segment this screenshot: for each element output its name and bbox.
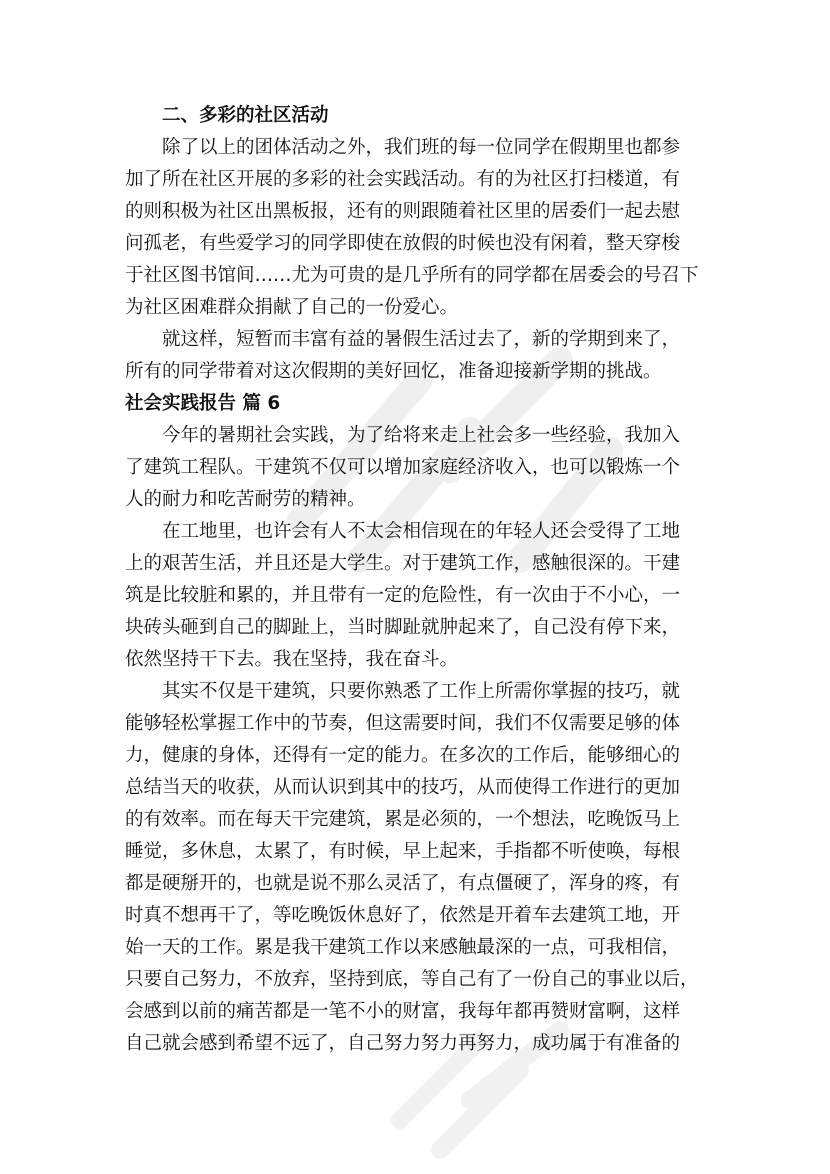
para-line: 所有的同学带着对这次假期的美好回忆，准备迎接新学期的挑战。 [125, 361, 662, 382]
section-heading: 二、多彩的社区活动 [162, 105, 329, 126]
para-line: 睡觉，多休息，太累了，有时候，早上起来，手指都不听使唤，每根 [125, 841, 681, 862]
para-line: 问孤老，有些爱学习的同学即使在放假的时候也没有闲着，整天穿梭 [125, 233, 681, 254]
para-line: 能够轻松掌握工作中的节奏，但这需要时间，我们不仅需要足够的体 [125, 713, 681, 734]
para-line: 于社区图书馆间……尤为可贵的是几乎所有的同学都在居委会的号召下 [125, 265, 699, 286]
para-line: 除了以上的团体活动之外，我们班的每一位同学在假期里也都参 [162, 137, 681, 158]
para-line: 总结当天的收获，从而认识到其中的技巧，从而使得工作进行的更加 [125, 777, 681, 798]
para-line: 上的艰苦生活，并且还是大学生。对于建筑工作，感触很深的。干建 [125, 553, 681, 574]
para-line: 块砖头砸到自己的脚趾上，当时脚趾就肿起来了，自己没有停下来， [125, 617, 681, 638]
para-line: 力，健康的身体，还得有一定的能力。在多次的工作后，能够细心的 [125, 745, 681, 766]
para-line: 人的耐力和吃苦耐劳的精神。 [125, 489, 366, 510]
para-line: 加了所在社区开展的多彩的社会实践活动。有的为社区打扫楼道，有 [125, 169, 681, 190]
para-line: 其实不仅是干建筑，只要你熟悉了工作上所需你掌握的技巧，就 [162, 681, 681, 702]
document-body [125, 100, 707, 1060]
para-line: 筑是比较脏和累的，并且带有一定的危险性，有一次由于不小心，一 [125, 585, 681, 606]
para-line: 只要自己努力，不放弃，坚持到底，等自己有了一份自己的事业以后， [125, 969, 699, 990]
para-line: 的则积极为社区出黑板报，还有的则跟随着社区里的居委们一起去慰 [125, 201, 681, 222]
report-heading: 社会实践报告 篇 6 [125, 393, 281, 414]
para-line: 就这样，短暂而丰富有益的暑假生活过去了，新的学期到来了， [162, 329, 681, 350]
para-line: 的有效率。而在每天干完建筑，累是必须的，一个想法，吃晚饭马上 [125, 809, 681, 830]
para-line: 都是硬掰开的，也就是说不那么灵活了，有点僵硬了，浑身的疼，有 [125, 873, 681, 894]
para-line: 了建筑工程队。干建筑不仅可以增加家庭经济收入，也可以锻炼一个 [125, 457, 681, 478]
para-line: 依然坚持干下去。我在坚持，我在奋斗。 [125, 649, 459, 670]
para-line: 会感到以前的痛苦都是一笔不小的财富，我每年都再赞财富啊，这样 [125, 1001, 681, 1022]
para-line: 自己就会感到希望不远了，自己努力努力再努力，成功属于有准备的 [125, 1033, 681, 1054]
para-line: 今年的暑期社会实践，为了给将来走上社会多一些经验，我加入 [162, 425, 681, 446]
para-line: 时真不想再干了，等吃晚饭休息好了，依然是开着车去建筑工地，开 [125, 905, 681, 926]
para-line: 始一天的工作。累是我干建筑工作以来感触最深的一点，可我相信， [125, 937, 681, 958]
para-line: 为社区困难群众捐献了自己的一份爱心。 [125, 297, 459, 318]
para-line: 在工地里，也许会有人不太会相信现在的年轻人还会受得了工地 [162, 521, 681, 542]
